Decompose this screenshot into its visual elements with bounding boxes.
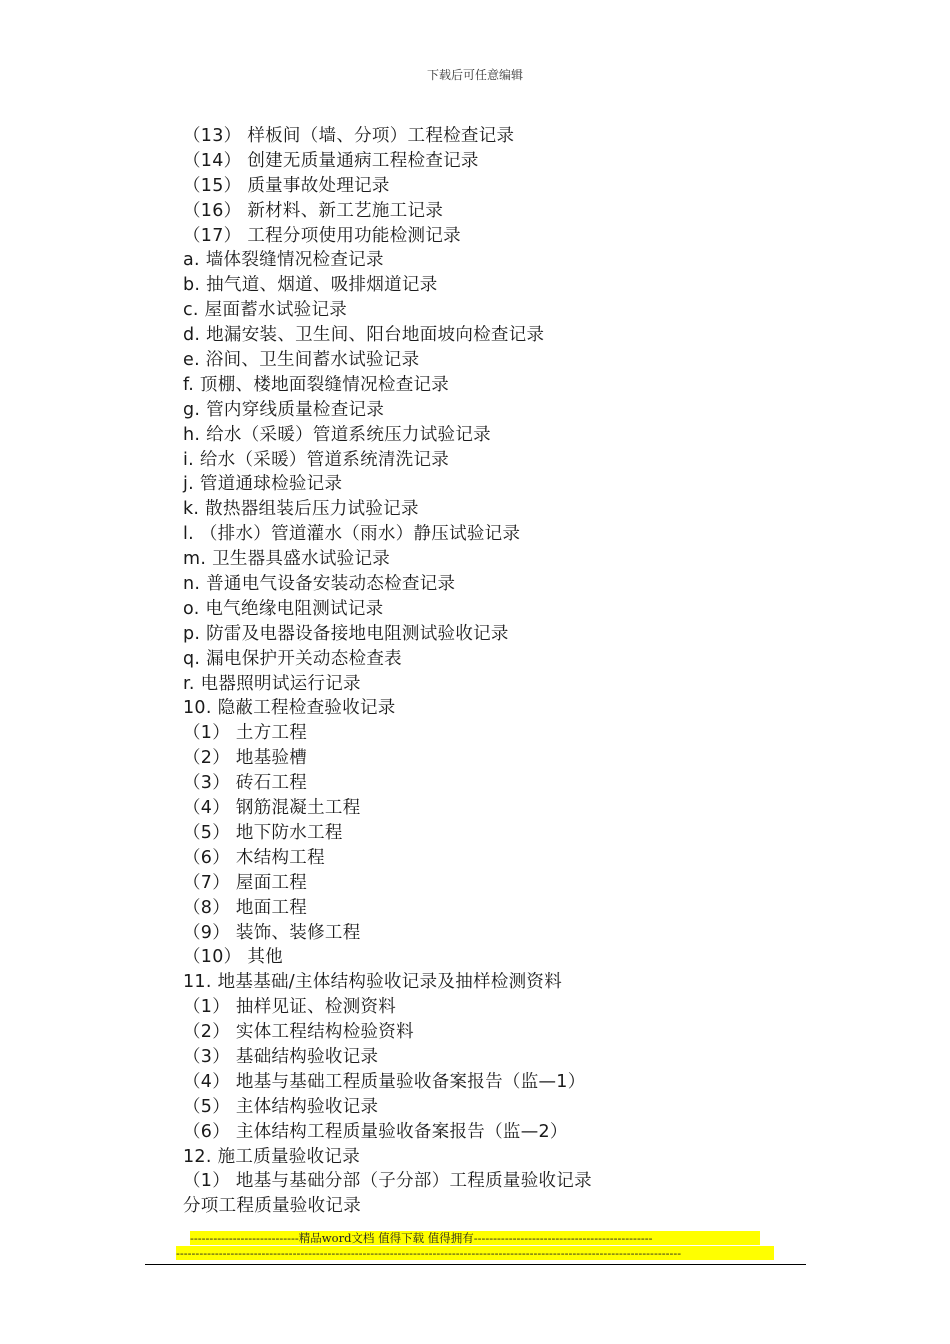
- section-heading: 10. 隐蔽工程检查验收记录: [183, 698, 396, 719]
- list-item: b. 抽气道、烟道、吸排烟道记录: [183, 275, 438, 296]
- list-item: （1） 地基与基础分部（子分部）工程质量验收记录: [183, 1171, 592, 1192]
- list-item: c. 屋面蓄水试验记录: [183, 300, 348, 321]
- list-item: （2） 实体工程结构检验资料: [183, 1022, 414, 1043]
- list-item: （6） 主体结构工程质量验收备案报告（监—2）: [183, 1121, 568, 1142]
- list-item: （3） 砖石工程: [183, 773, 308, 794]
- list-item: h. 给水（采暖）管道系统压力试验记录: [183, 424, 491, 445]
- list-item: q. 漏电保护开关动态检查表: [183, 648, 402, 669]
- list-item: f. 顶棚、楼地面裂缝情况检查记录: [183, 374, 450, 395]
- list-item: k. 散热器组装后压力试验记录: [183, 499, 419, 520]
- list-item: （14） 创建无质量通病工程检查记录: [183, 150, 479, 171]
- list-item: （8） 地面工程: [183, 897, 308, 918]
- list-item: i. 给水（采暖）管道系统清洗记录: [183, 449, 450, 470]
- list-item: （4） 钢筋混凝土工程: [183, 798, 361, 819]
- list-item: （13） 样板间（墙、分项）工程检查记录: [183, 126, 515, 146]
- list-item: l. （排水）管道灌水（雨水）静压试验记录: [183, 524, 521, 545]
- list-item: （1） 抽样见证、检测资料: [183, 997, 397, 1018]
- list-item: （7） 屋面工程: [183, 872, 308, 893]
- list-item: （1） 土方工程: [183, 723, 308, 744]
- page-header: 下载后可任意编辑: [426, 68, 523, 82]
- section-heading: 12. 施工质量验收记录: [183, 1146, 360, 1167]
- list-item: p. 防雷及电器设备接地电阻测试验收记录: [183, 623, 509, 644]
- list-item: 分项工程质量验收记录: [183, 1196, 361, 1217]
- list-item: （16） 新材料、新工艺施工记录: [183, 200, 444, 221]
- list-item: （4） 地基与基础工程质量验收备案报告（监—1）: [183, 1071, 586, 1092]
- section-heading: 11. 地基基础/主体结构验收记录及抽样检测资料: [183, 972, 562, 993]
- footer-banner: ----------------------------精品word文档 值得下载 值得拥有----------------------------------------------: [190, 1231, 760, 1245]
- list-item: a. 墙体裂缝情况检查记录: [183, 250, 384, 271]
- list-item: （10） 其他: [183, 947, 283, 968]
- footer-divider: [145, 1264, 806, 1265]
- list-item: d. 地漏安装、卫生间、阳台地面坡向检查记录: [183, 325, 545, 346]
- list-item: （3） 基础结构验收记录: [183, 1046, 379, 1067]
- footer-dashes: ----------------------------------------------------------------------------------------------------------------------------------: [176, 1246, 774, 1260]
- list-item: （6） 木结构工程: [183, 847, 325, 868]
- list-item: （15） 质量事故处理记录: [183, 175, 390, 196]
- list-item: g. 管内穿线质量检查记录: [183, 399, 385, 420]
- list-item: （9） 装饰、装修工程: [183, 922, 361, 943]
- list-item: n. 普通电气设备安装动态检查记录: [183, 574, 456, 595]
- list-item: （5） 主体结构验收记录: [183, 1096, 379, 1117]
- list-item: （2） 地基验槽: [183, 748, 308, 769]
- list-item: r. 电器照明试运行记录: [183, 673, 361, 694]
- list-item: （17） 工程分项使用功能检测记录: [183, 225, 461, 246]
- list-item: o. 电气绝缘电阻测试记录: [183, 598, 384, 619]
- document-body: [183, 124, 823, 1219]
- list-item: j. 管道通球检验记录: [183, 474, 343, 495]
- list-item: e. 浴间、卫生间蓄水试验记录: [183, 350, 420, 371]
- list-item: （5） 地下防水工程: [183, 822, 343, 843]
- list-item: m. 卫生器具盛水试验记录: [183, 549, 391, 570]
